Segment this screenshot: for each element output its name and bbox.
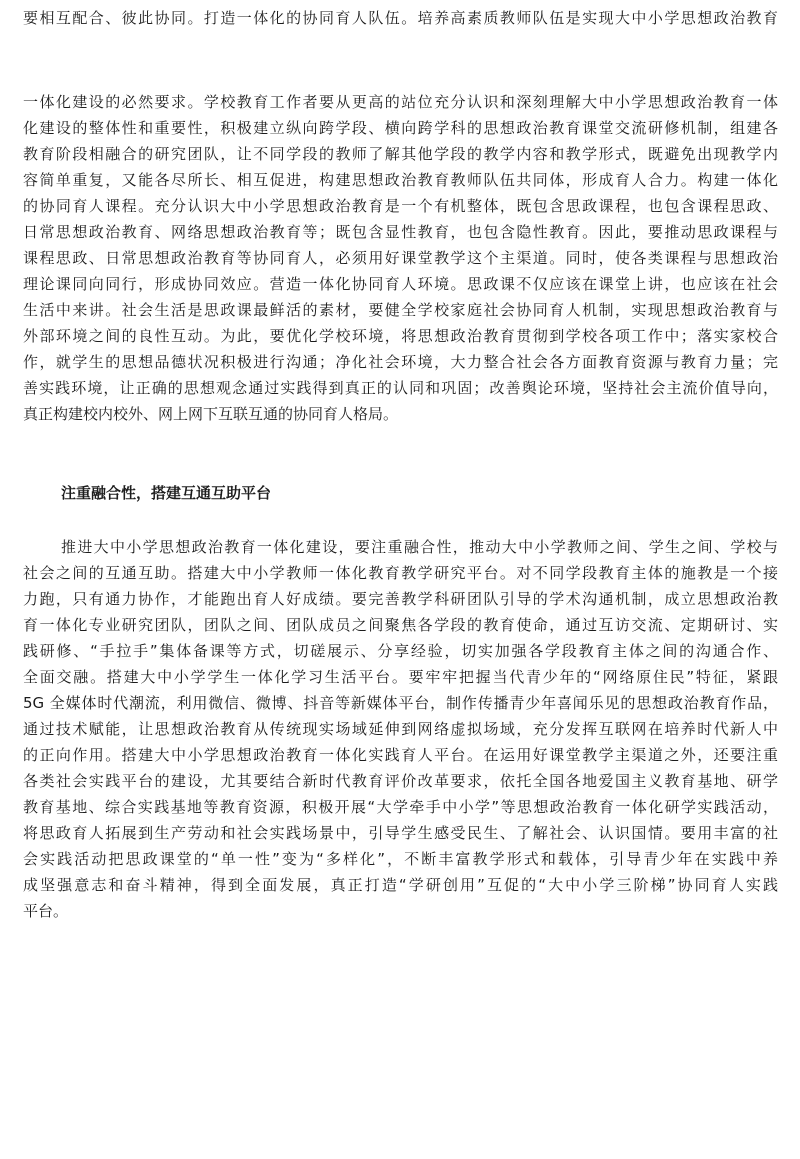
paragraph2-line: 通过技术赋能，让思想政治教育从传统现实场域延伸到网络虚拟场域，充分发挥互联网在培养时代新人中 [23,720,778,738]
section-heading: 注重融合性，搭建互通互助平台 [61,484,272,502]
paragraph2-line: 成坚强意志和奋斗精神，得到全面发展，真正打造“学研创用”互促的“大中小学三阶梯”协同育人实践 [23,876,778,894]
paragraph1-line: 课程思政、日常思想政治教育等协同育人，必须用好课堂教学这个主渠道。同时，使各类课程与思想政治 [23,249,778,267]
paragraph1-line: 理论课同向同行，形成协同效应。营造一体化协同育人环境。思政课不仅应该在课堂上讲，也应该在社会 [23,275,778,293]
paragraph2-line: 各类社会实践平台的建设，尤其要结合新时代教育评价改革要求，依托全国各地爱国主义教育基地、研学 [23,772,778,790]
paragraph2-line: 的正向作用。搭建大中小学思想政治教育一体化实践育人平台。在运用好课堂教学主渠道之外，还要注重 [23,746,778,764]
paragraph2-line: 教育基地、综合实践基地等教育资源，积极开展“大学牵手中小学”等思想政治教育一体化研学实践活动， [23,798,778,816]
paragraph2-line: 会实践活动把思政课堂的“单一性”变为“多样化”，不断丰富教学形式和载体，引导青少年在实践中养 [23,850,778,868]
paragraph1-line: 容简单重复，又能各尽所长、相互促进，构建思想政治教育教师队伍共同体，形成育人合力。构建一体化 [23,171,778,189]
paragraph2-line: 社会之间的互通互助。搭建大中小学教师一体化教育教学研究平台。对不同学段教育主体的施教是一个接 [23,564,778,582]
paragraph2-line: 践研修、“手拉手”集体备课等方式，切磋展示、分享经验，切实加强各学段教育主体之间的沟通合作、 [23,642,778,660]
paragraph2-line: 平台。 [23,902,69,920]
paragraph2-line: 育一体化专业研究团队，团队之间、团队成员之间聚焦各学段的教育使命，通过互访交流、定期研讨、实 [23,616,778,634]
paragraph1-line: 作，就学生的思想品德状况积极进行沟通；净化社会环境，大力整合社会各方面教育资源与教育力量；完 [23,353,778,371]
paragraph1-line: 真正构建校内校外、网上网下互联互通的协同育人格局。 [23,405,399,423]
paragraph2-line: 力跑，只有通力协作，才能跑出育人好成绩。要完善教学科研团队引导的学术沟通机制，成立思想政治教 [23,590,778,608]
paragraph2-line: 推进大中小学思想政治教育一体化建设，要注重融合性，推动大中小学教师之间、学生之间、学校与 [61,538,778,556]
paragraph2-line: 将思政育人拓展到生产劳动和社会实践场景中，引导学生感受民生、了解社会、认识国情。要用丰富的社 [23,824,778,842]
paragraph1-line: 生活中来讲。社会生活是思政课最鲜活的素材，要健全学校家庭社会协同育人机制，实现思想政治教育与 [23,301,778,319]
paragraph1-line: 一体化建设的必然要求。学校教育工作者要从更高的站位充分认识和深刻理解大中小学思想政治教育一体 [23,93,778,111]
paragraph1-line: 的协同育人课程。充分认识大中小学思想政治教育是一个有机整体，既包含思政课程，也包含课程思政、 [23,197,778,215]
intro-fragment-line: 要相互配合、彼此协同。打造一体化的协同育人队伍。培养高素质教师队伍是实现大中小学思想政治教育 [23,9,778,27]
paragraph1-line: 外部环境之间的良性互动。为此，要优化学校环境，将思想政治教育贯彻到学校各项工作中；落实家校合 [23,327,778,345]
paragraph1-line: 教育阶段相融合的研究团队，让不同学段的教师了解其他学段的教学内容和教学形式，既避免出现教学内 [23,145,778,163]
paragraph1-line: 化建设的整体性和重要性，积极建立纵向跨学段、横向跨学科的思想政治教育课堂交流研修机制，组建各 [23,119,778,137]
paragraph1-line: 善实践环境，让正确的思想观念通过实践得到真正的认同和巩固；改善舆论环境，坚持社会主流价值导向， [23,379,778,397]
paragraph1-line: 日常思想政治教育、网络思想政治教育等；既包含显性教育，也包含隐性教育。因此，要推动思政课程与 [23,223,778,241]
paragraph2-line: 全面交融。搭建大中小学学生一体化学习生活平台。要牢牢把握当代青少年的“网络原住民”特征，紧跟 [23,668,778,686]
paragraph2-line: 5G 全媒体时代潮流，利用微信、微博、抖音等新媒体平台，制作传播青少年喜闻乐见的思想政治教育作品， [23,694,778,712]
